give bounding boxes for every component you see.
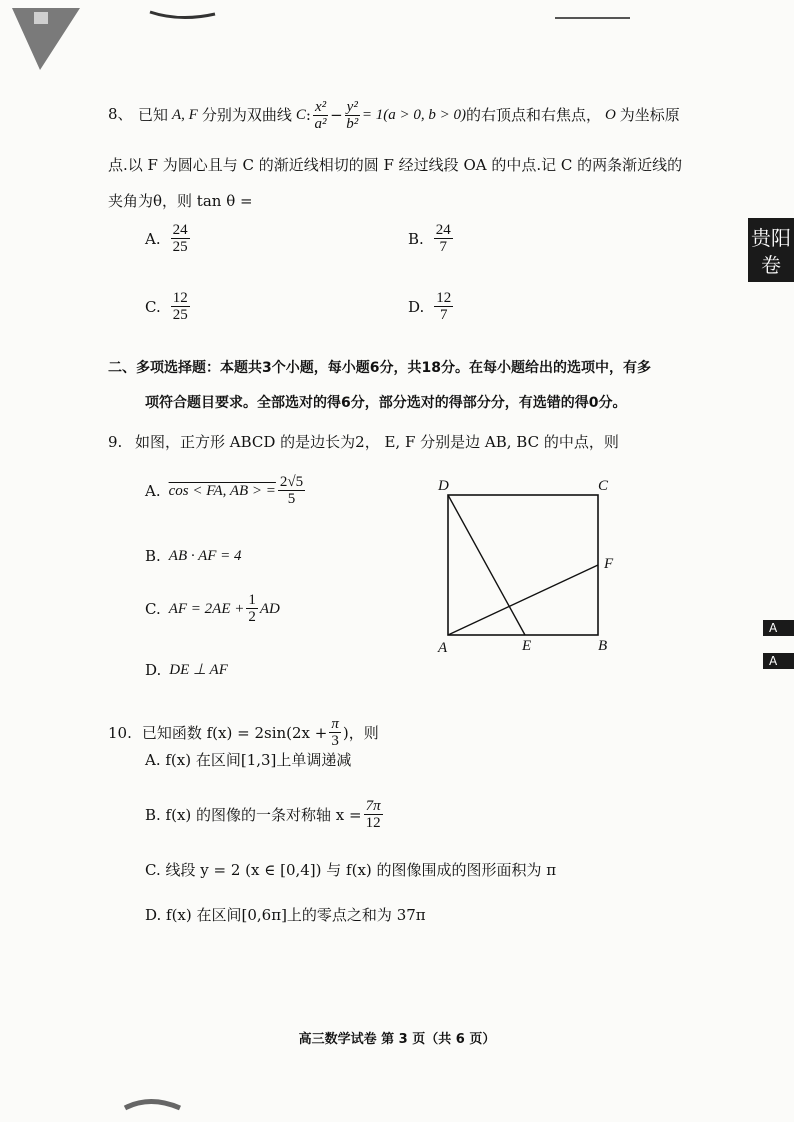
q10-option-b: B. f(x) 的图像的一条对称轴 x = $\frac{7\pi}{12}$ — [145, 798, 381, 831]
page-footer: 高三数学试卷 第 3 页（共 6 页） — [298, 1032, 496, 1047]
top-scan-mark-left — [150, 12, 215, 18]
q9-option-b: B. AB · AF = 4 — [145, 547, 242, 565]
q8-frac-y: $\frac{\text{y²}}{\text{b²}}$ — [346, 98, 359, 132]
q8-option-d: D. $\frac{12}{7}$ — [408, 290, 452, 323]
q10-option-d: D. f(x) 在区间[0,6π]上的零点之和为 37π — [145, 906, 426, 924]
q10-stem: 10. 已知函数 f(x) = 2sin(2x + $\frac{\pi}{3}$ )，则 — [108, 716, 379, 749]
q9-option-d: D. DE ⊥ AF — [145, 661, 228, 679]
q8-frac-x: $\frac{\text{x²}}{\text{a²}}$ — [314, 98, 327, 132]
label-e: E — [522, 638, 532, 654]
region-tab — [748, 218, 794, 282]
label-c: C — [598, 478, 609, 494]
region-tab-line2: 卷 — [761, 253, 781, 277]
section2-heading: 二、多项选择题：本题共3个小题，每小题6分，共18分。在每小题给出的选项中，有多 — [108, 360, 651, 376]
label-b: B — [598, 638, 608, 654]
q8-line3: 夹角为θ，则 tan θ = — [108, 192, 253, 210]
q8-text-d: 为坐标原 — [619, 106, 680, 124]
edge-mark-2: A — [763, 653, 794, 669]
q8-text-c: 的右顶点和右焦点， — [465, 106, 601, 124]
segment-af — [448, 565, 598, 635]
q9-option-a: A. cos < FA, AB > = $\frac{2√5}{5}$ — [145, 474, 304, 507]
q8-line1: 已知 A, F 分别为双曲线 C : $\frac{\text{x²}}{\text{a²}}$ − $\frac{\text{y²}}{\text{b²}}$ = 1(a > 0, b > 0) 的右顶点和右焦点， O 为坐标原 — [138, 98, 680, 132]
section2-rules: 项符合题目要求。全部选对的得6分，部分选对的得部分分，有选错的得0分。 — [145, 395, 627, 411]
q8-option-a: A. $\frac{24}{25}$ — [145, 222, 188, 255]
label-a: A — [438, 640, 448, 656]
q8-curve: C — [295, 107, 306, 123]
q8-points: A, F — [172, 107, 198, 123]
q8-text-a: 已知 — [138, 106, 169, 124]
q8-origin: O — [604, 107, 616, 123]
corner-stamp-inner — [34, 12, 48, 24]
bottom-scan-mark — [125, 1102, 180, 1109]
q8-text-b: 分别为双曲线 — [201, 106, 292, 124]
segment-de — [448, 495, 525, 635]
q9-number: 9. — [108, 433, 123, 451]
q10-option-a: A. f(x) 在区间[1,3]上单调递减 — [145, 751, 352, 769]
q9-square-figure — [430, 470, 630, 660]
q8-number: 8、 — [108, 105, 133, 123]
region-tab-line1: 贵阳 — [751, 226, 791, 250]
q8-option-b: B. $\frac{24}{7}$ — [408, 222, 451, 255]
edge-mark-1: A — [763, 620, 794, 636]
q9-option-c: C. AF = 2AE + $\frac{1}{2}$ AD — [145, 592, 280, 625]
square-abcd — [448, 495, 598, 635]
label-d: D — [438, 478, 449, 494]
q10-option-c: C. 线段 y = 2 (x ∈ [0,4]) 与 f(x) 的图像围成的图形面积为 π — [145, 861, 557, 879]
q8-option-c: C. $\frac{12}{25}$ — [145, 290, 188, 323]
q8-line2: 点.以 F 为圆心且与 C 的渐近线相切的圆 F 经过线段 OA 的中点.记 C 的两条渐近线的 — [108, 156, 683, 174]
q9-stem: 如图，正方形 ABCD 的是边长为2， E, F 分别是边 AB, BC 的中点，则 — [135, 433, 619, 451]
q8-condition: = 1(a > 0, b > 0) — [361, 107, 466, 123]
q10-number: 10. — [108, 723, 132, 742]
label-f: F — [604, 556, 614, 572]
